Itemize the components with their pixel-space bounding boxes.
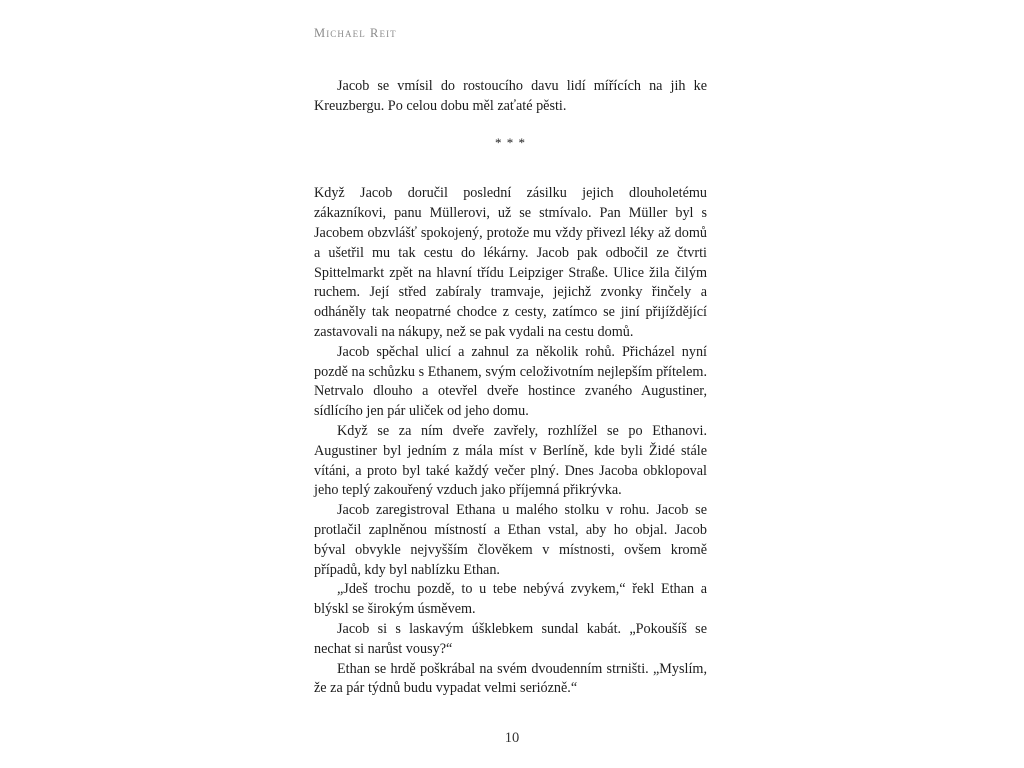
paragraph: Jacob spěchal ulicí a zahnul za několik rohů. Přicházel nyní pozdě na schůzku s Ethanem, svým celoživotním nejlepším přítelem. Netrvalo dlouho a otevřel dveře hostince zvaného Augustiner, sídlícího jen pár uliček od jeho domu.	[314, 343, 707, 420]
paragraph-dialogue: Ethan se hrdě poškrábal na svém dvoudenním strništi. „Myslím, že za pár týdnů budu vypadat velmi seriózně.“	[314, 660, 707, 697]
page-number: 10	[504, 730, 520, 746]
running-head-author: Michael Reit	[314, 26, 397, 40]
scene-break: * * *	[495, 134, 526, 150]
paragraph-opening: Jacob se vmísil do rostoucího davu lidí mířících na jih ke Kreuzbergu. Po celou dobu měl zaťaté pěsti.	[314, 78, 707, 114]
paragraph: Když se za ním dveře zavřely, rozhlížel se po Ethanovi. Augustiner byl jedním z mála míst v Berlíně, kde byli Židé stále vítáni, a proto byl také každý večer plný. Dnes Jacoba obklopoval jeho teplý zakouřený vzduch jako příjemná přikrývka.	[314, 422, 707, 499]
paragraph: Jacob zaregistroval Ethana u malého stolku v rohu. Jacob se protlačil zaplněnou místností a Ethan vstal, aby ho objal. Jacob býval obvykle nejvyšším člověkem v místnosti, ovšem kromě případů, kdy byl nablízku Ethan.	[314, 502, 707, 578]
paragraph: Když Jacob doručil poslední zásilku jejich dlouholetému zákazníkovi, panu Müllerovi, už se stmívalo. Pan Müller byl s Jacobem obzvlášť spokojený, protože mu vždy přivezl léky až domů a ušetřil mu tak cestu do lékárny. Jacob pak odbočil ze čtvrti Spittelmarkt zpět na hlavní třídu Leipziger Straße. Ulice žila čilým ruchem. Její střed zabíraly tramvaje, jejichž zvonky řinčely a odháněly tak neopatrné chodce z cesty, zatímco se jiní přijíždějící zastavovali na nákupy, než se pak vydali na cestu domů.	[314, 185, 707, 340]
paragraph-dialogue: Jacob si s laskavým úšklebkem sundal kabát. „Pokoušíš se nechat si narůst vousy?“	[314, 620, 707, 657]
paragraph-dialogue: „Jdeš trochu pozdě, to u tebe nebývá zvykem,“ řekl Ethan a blýskl se širokým úsměvem.	[314, 581, 707, 618]
body-text	[314, 77, 707, 699]
